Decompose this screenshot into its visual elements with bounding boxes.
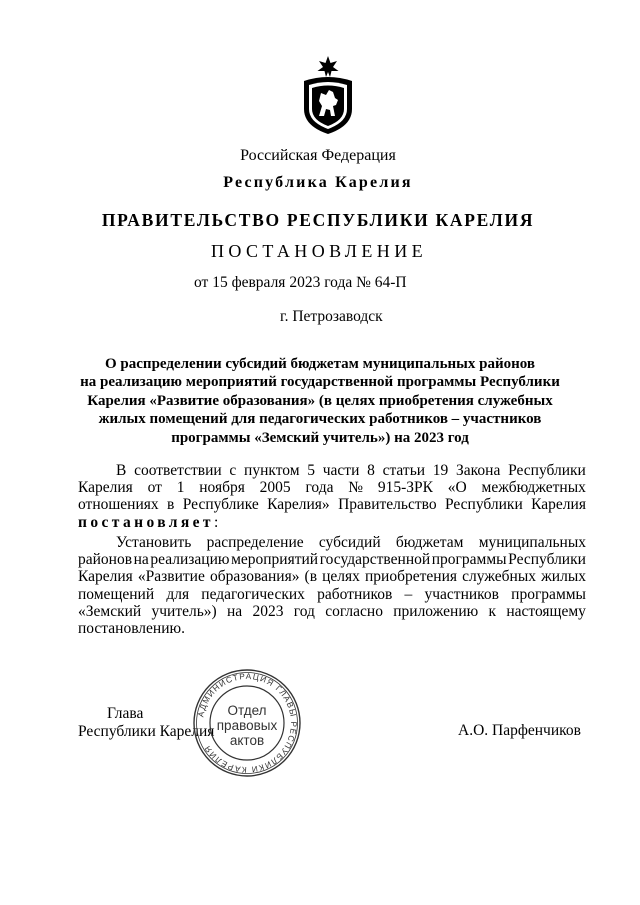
word: статьи	[382, 462, 426, 479]
word: 2005	[259, 479, 291, 497]
word: Республики	[508, 462, 586, 479]
word: от	[147, 479, 162, 497]
word: Республики	[444, 496, 523, 514]
paragraph-line	[78, 514, 586, 531]
word: приобретения	[365, 568, 457, 586]
word: Закона	[456, 462, 501, 479]
paragraph-line: постановлению.	[78, 620, 185, 638]
word: распределение	[206, 534, 304, 551]
official-stamp	[190, 666, 304, 780]
colon: :	[213, 513, 219, 531]
signatory-title-line: Глава	[107, 705, 144, 722]
heading-line: О распределении субсидий бюджетам муниципальных районов	[105, 356, 535, 372]
signatory-title-line: Республики Карелия	[78, 722, 215, 740]
word: настоящему	[506, 602, 586, 620]
word: согласно	[325, 602, 383, 620]
svg-text:правовых: правовых	[216, 718, 278, 733]
word: муниципальных	[478, 534, 586, 551]
word: на	[133, 551, 149, 569]
coat-of-arms-emblem	[300, 54, 356, 136]
word: В	[116, 462, 127, 479]
paragraph-line	[78, 551, 586, 568]
word: 8	[367, 462, 375, 479]
word: для	[166, 585, 190, 603]
word: Карелия	[531, 496, 586, 514]
word: реализацию	[150, 551, 230, 569]
word: №	[348, 479, 364, 497]
word: ноября	[199, 479, 245, 497]
svg-text:Отдел: Отдел	[227, 703, 267, 718]
word: 915-ЗРК	[377, 479, 433, 497]
heading-line: программы «Земский учитель») на 2023 год	[171, 429, 469, 446]
word: Карелия	[78, 568, 133, 586]
word: Республики	[508, 551, 586, 569]
word: года	[305, 479, 334, 497]
word: целях	[322, 568, 360, 586]
word: государственной	[319, 551, 431, 569]
word: соответствии	[134, 462, 222, 479]
government-title: ПРАВИТЕЛЬСТВО РЕСПУБЛИКИ КАРЕЛИЯ	[101, 210, 535, 230]
resolves-word: постановляет	[78, 513, 214, 531]
word: служебных	[462, 568, 536, 586]
word: Республике	[182, 496, 259, 514]
paragraph-line	[78, 534, 586, 551]
word: программы	[511, 585, 586, 603]
word: –	[404, 585, 413, 603]
word: субсидий	[318, 534, 381, 551]
word: образования»	[209, 568, 300, 586]
word: в	[167, 496, 175, 514]
word: бюджетам	[395, 534, 464, 551]
word: Карелия	[78, 479, 133, 497]
word: 5	[307, 462, 316, 479]
word: 2023	[252, 602, 284, 620]
word: помещений	[78, 585, 155, 603]
word: 1	[176, 479, 185, 497]
preamble-paragraph	[78, 462, 586, 531]
word: мероприятий	[231, 551, 319, 569]
word: пунктом	[244, 462, 300, 479]
word: «Земский	[78, 602, 142, 620]
city: г. Петрозаводск	[280, 308, 383, 325]
word: на	[227, 602, 243, 620]
paragraph-line	[78, 568, 586, 585]
signatory-name: А.О. Парфенчиков	[458, 722, 581, 739]
word: «Развитие	[137, 568, 205, 586]
word: с	[229, 462, 237, 479]
word: участников	[424, 585, 499, 603]
paragraph-line	[78, 496, 586, 513]
heading-line: Карелия «Развитие образования» (в целях приобретения служебных	[87, 392, 553, 409]
word: учитель»)	[151, 602, 217, 620]
word: «О	[447, 479, 467, 497]
word: программы	[431, 551, 507, 569]
svg-text:актов: актов	[229, 733, 265, 748]
republic-name: Республика Карелия	[223, 174, 413, 191]
word: Установить	[116, 534, 192, 551]
heading-line: на реализацию мероприятий государственной программы Республики	[80, 374, 560, 391]
word: районов	[78, 551, 133, 569]
heading-line: жилых помещений для педагогических работников – участников	[98, 411, 542, 428]
word: части	[322, 462, 360, 479]
document-type: ПОСТАНОВЛЕНИЕ	[210, 241, 428, 261]
word: отношениях	[78, 496, 159, 514]
word: Карелия»	[267, 496, 330, 514]
document-heading	[0, 355, 640, 447]
word: 19	[432, 462, 449, 479]
svg-text:АДМИНИСТРАЦИЯ ГЛАВЫ РЕСПУБЛИКИ: АДМИНИСТРАЦИЯ ГЛАВЫ РЕСПУБЛИКИ КАРЕЛИЯ	[196, 671, 299, 775]
resolution-paragraph	[78, 534, 586, 637]
word: к	[488, 602, 497, 620]
word: работников	[317, 585, 393, 603]
word: Правительство	[338, 496, 437, 514]
date-and-number: от 15 февраля 2023 года № 64-П	[194, 274, 407, 291]
paragraph-line	[78, 586, 586, 603]
paragraph-line	[78, 479, 586, 496]
word: жилых	[541, 568, 586, 586]
word: (в	[304, 568, 318, 586]
word: год	[293, 602, 315, 620]
paragraph-line	[78, 603, 586, 620]
word: приложению	[393, 602, 479, 620]
word: межбюджетных	[481, 479, 586, 497]
country-name: Российская Федерация	[240, 147, 396, 164]
paragraph-line	[78, 462, 586, 479]
word: педагогических	[201, 585, 305, 603]
